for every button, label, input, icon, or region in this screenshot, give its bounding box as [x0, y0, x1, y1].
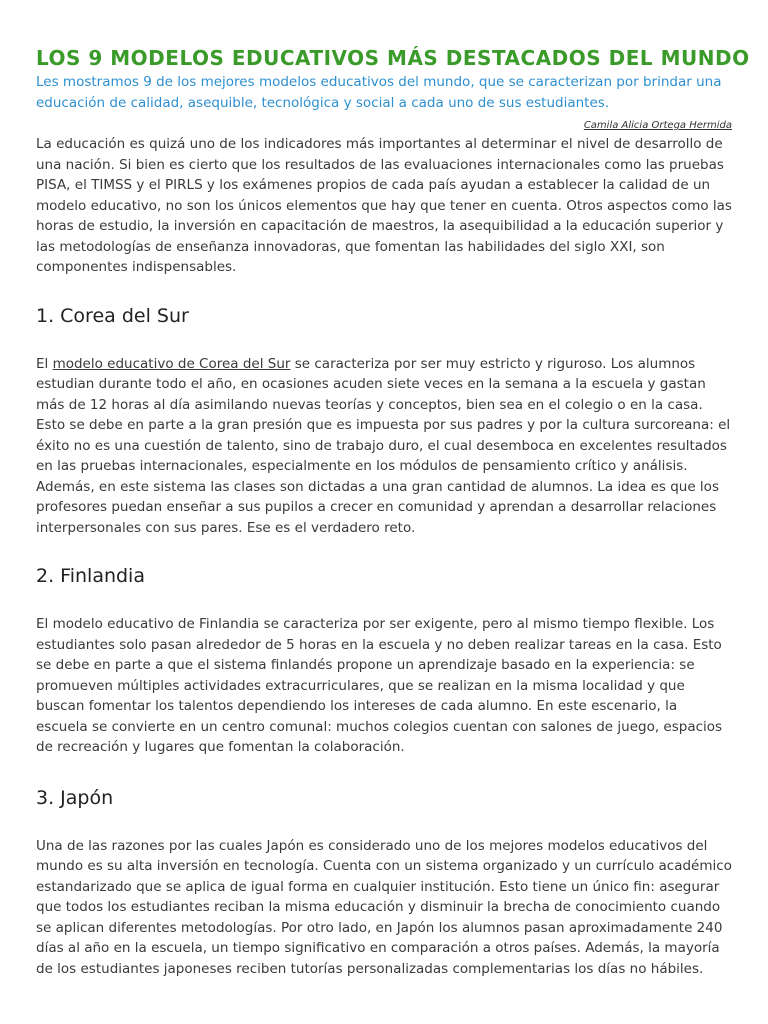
- section-heading-finlandia: 2. Finlandia: [36, 565, 145, 587]
- japon-paragraph-1: Una de las razones por las cuales Japón es considerado uno de los mejores modelos educativos del mundo es su alta inversión en tecnología. Cuenta con un sistema organizado y un currículo académico estandarizado que se aplica de igual forma en cualquier institución. Esto tiene un único fin: asegurar que todos los estudiantes reciban la misma educación y disminuir la brecha de conocimiento cuando se aplican diferentes metodologías. Por otro lado, en Japón los alumnos pasan aproximadamente 240 días al año en la escuela, un tiempo significativo en comparación a otros países. Además, la mayoría de los estudiantes japoneses reciben tutorías personalizadas complementarias los días no hábiles.: [36, 837, 732, 977]
- finlandia-paragraph-1: El modelo educativo de Finlandia se caracteriza por ser exigente, pero al mismo tiempo flexible. Los estudiantes solo pasan alrededor de 5 horas en la escuela y no deben realizar tareas en la casa. Esto se debe en parte a que el sistema finlandés propone un aprendizaje basado en la experiencia: se promueven múltiples actividades extracurriculares, que se realizan en la misma localidad y que buscan fomentar los talentos dependiendo los intereses de cada alumno. En este escenario, la escuela se convierte en un centro comunal: muchos colegios cuentan con salones de juego, espacios de recreación y lugares que fomentan la colaboración.: [36, 616, 723, 755]
- section-heading-japon: 3. Japón: [36, 786, 114, 809]
- section-body-finlandia: [36, 614, 732, 758]
- section-body-corea: [36, 354, 732, 539]
- corea-model-link[interactable]: modelo educativo de Corea del Sur: [52, 355, 291, 372]
- author-credit: Camila Alicia Ortega Hermida: [583, 120, 732, 131]
- document-subtitle: Les mostramos 9 de los mejores modelos educativos del mundo, que se caracterizan por brindar una educación de calidad, asequible, tecnológica y social a cada uno de sus estudiantes.: [36, 74, 722, 111]
- document-title: LOS 9 MODELOS EDUCATIVOS MÁS DESTACADOS DEL MUNDO: [36, 46, 750, 70]
- corea-paragraph-2: Además, en este sistema las clases son dictadas a una gran cantidad de alumnos. La idea es que los profesores puedan enseñar a sus pupilos a crecer en comunidad y aprendan a desarrollar relaciones interpersonales con sus pares. Ese es el verdadero reto.: [36, 478, 719, 536]
- corea-text-after-link: se caracteriza por ser muy estricto y riguroso. Los alumnos estudian durante todo el año, en ocasiones acuden siete veces en la semana a la escuela y gastan más de 12 horas al día asimilando nuevas teorías y conceptos, bien sea en el colegio o en la casa. Esto se debe en parte a la gran presión que es impuesta por sus padres y por la cultura surcoreana: el éxito no es una cuestión de talento, sino de trabajo duro, el cual desemboca en excelentes resultados en las pruebas internacionales, especialmente en los módulos de pensamiento crítico y análisis.: [36, 355, 731, 474]
- section-heading-corea: 1. Corea del Sur: [36, 304, 189, 327]
- section-body-japon: [36, 836, 732, 980]
- corea-text-before-link: El: [36, 355, 53, 372]
- corea-paragraph-1: [36, 354, 732, 477]
- intro-paragraph: La educación es quizá uno de los indicadores más importantes al determinar el nivel de desarrollo de una nación. Si bien es cierto que los resultados de las evaluaciones internacionales como las pruebas PISA, el TIMSS y el PIRLS y los exámenes propios de cada país ayudan a establecer la calidad de un modelo educativo, no son los únicos elementos que hay que tener en cuenta. Otros aspectos como las horas de estudio, la inversión en capacitación de maestros, la asequibilidad a la educación superior y las metodologías de enseñanza innovadoras, que fomentan las habilidades del siglo XXI, son componentes indispensables.: [36, 136, 732, 275]
